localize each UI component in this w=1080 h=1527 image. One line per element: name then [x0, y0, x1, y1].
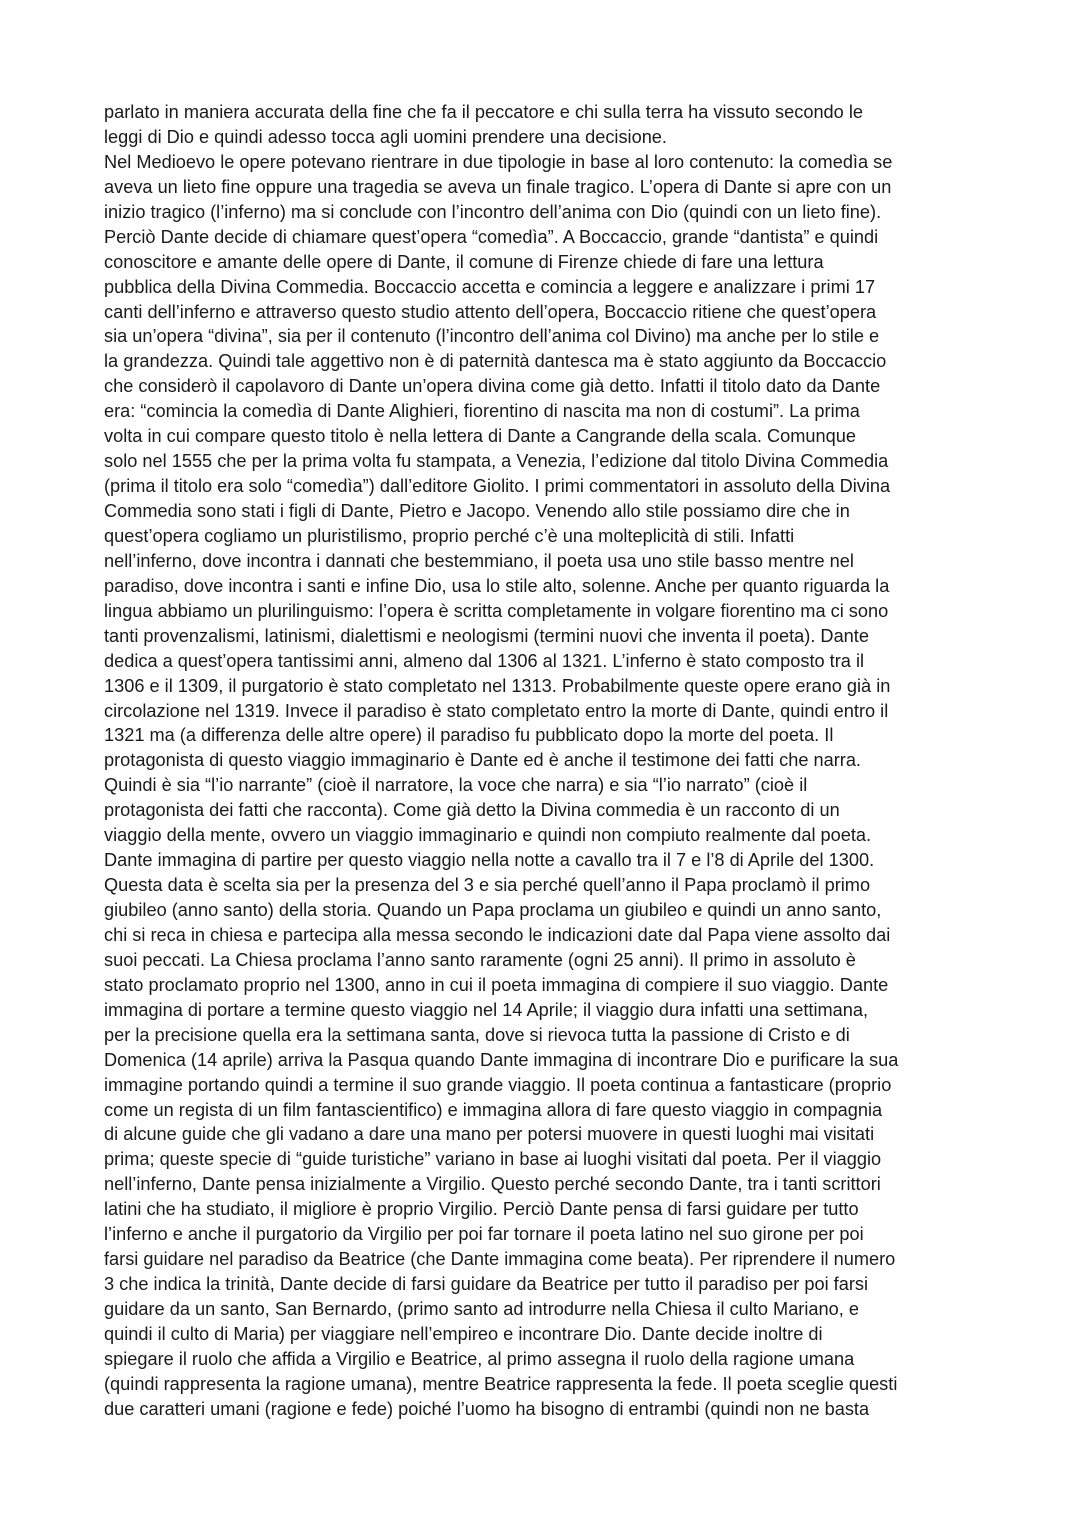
text-line: nell’inferno, dove incontra i dannati che bestemmiano, il poeta usa uno stile basso mentre nel: [104, 549, 854, 571]
text-line: lingua abbiamo un plurilinguismo: l’opera è scritta completamente in volgare fiorentino ma ci sono: [104, 599, 889, 621]
text-line: sia un’opera “divina”, sia per il contenuto (l’incontro dell’anima col Divino) ma anche per lo stile e: [104, 325, 880, 347]
text-line: di alcune guide che gli vadano a dare una mano per potersi muovere in questi luoghi mai visitati: [104, 1123, 875, 1145]
text-line: inizio tragico (l’inferno) ma si conclude con l’incontro dell’anima con Dio (quindi con un lieto fine).: [104, 200, 882, 222]
text-line: paradiso, dove incontra i santi e infine Dio, usa lo stile alto, solenne. Anche per quanto riguarda la: [104, 574, 890, 596]
text-line: protagonista dei fatti che racconta). Come già detto la Divina commedia è un racconto di un: [104, 799, 840, 821]
text-line: come un regista di un film fantascientifico) e immagina allora di fare questo viaggio in compagnia: [104, 1098, 883, 1120]
body-text: [104, 100, 1004, 1422]
text-line: Nel Medioevo le opere potevano rientrare in due tipologie in base al loro contenuto: la comedìa se: [104, 150, 893, 172]
text-line: Quindi è sia “l’io narrante” (cioè il narratore, la voce che narra) e sia “l’io narrato” (cioè il: [104, 774, 808, 796]
text-line: pubblica della Divina Commedia. Boccaccio accetta e comincia a leggere e analizzare i primi 17: [104, 275, 876, 297]
text-line: quindi il culto di Maria) per viaggiare nell’empireo e incontrare Dio. Dante decide inoltre di: [104, 1322, 823, 1344]
text-line: stato proclamato proprio nel 1300, anno in cui il poeta immagina di compiere il suo viaggio. Dante: [104, 973, 889, 995]
text-line: canti dell’inferno e attraverso questo studio attento dell’opera, Boccaccio ritiene che quest’opera: [104, 300, 877, 322]
text-line: viaggio della mente, ovvero un viaggio immaginario e quindi non compiuto realmente dal poeta.: [104, 824, 872, 846]
text-line: quest’opera cogliamo un pluristilismo, proprio perché c’è una molteplicità di stili. Infatti: [104, 524, 795, 546]
text-line: l’inferno e anche il purgatorio da Virgilio per poi far tornare il poeta latino nel suo girone per poi: [104, 1223, 864, 1245]
text-line: circolazione nel 1319. Invece il paradiso è stato completato entro la morte di Dante, quindi entro il: [104, 699, 889, 721]
text-line: (prima il titolo era solo “comedìa”) dall’editore Giolito. I primi commentatori in assoluto della Divina: [104, 475, 891, 497]
text-line: era: “comincia la comedìa di Dante Alighieri, fiorentino di nascita ma non di costumi”. La prima: [104, 400, 860, 422]
text-line: 3 che indica la trinità, Dante decide di farsi guidare da Beatrice per tutto il paradiso per poi farsi: [104, 1273, 869, 1295]
text-line: la grandezza. Quindi tale aggettivo non è di paternità dantesca ma è stato aggiunto da Boccaccio: [104, 350, 887, 372]
text-line: per la precisione quella era la settimana santa, dove si rievoca tutta la passione di Cristo e di: [104, 1023, 850, 1045]
text-line: aveva un lieto fine oppure una tragedia se aveva un finale tragico. L’opera di Dante si apre con un: [104, 175, 892, 197]
text-line: che considerò il capolavoro di Dante un’opera divina come già detto. Infatti il titolo dato da Dante: [104, 375, 881, 397]
text-line: Commedia sono stati i figli di Dante, Pietro e Jacopo. Venendo allo stile possiamo dire che in: [104, 500, 850, 521]
text-line: Perciò Dante decide di chiamare quest’opera “comedìa”. A Boccaccio, grande “dantista” e quindi: [104, 225, 879, 247]
text-line: due caratteri umani (ragione e fede) poiché l’uomo ha bisogno di entrambi (quindi non ne basta: [104, 1397, 870, 1419]
text-line: Dante immagina di partire per questo viaggio nella notte a cavallo tra il 7 e l’8 di Aprile del 1300.: [104, 849, 875, 871]
text-line: prima; queste specie di “guide turistiche” variano in base ai luoghi visitati dal poeta. Per il viaggio: [104, 1148, 882, 1170]
text-line: protagonista di questo viaggio immaginario è Dante ed è anche il testimone dei fatti che narra.: [104, 749, 861, 771]
text-line: giubileo (anno santo) della storia. Quando un Papa proclama un giubileo e quindi un anno santo,: [104, 899, 882, 920]
text-line: solo nel 1555 che per la prima volta fu stampata, a Venezia, l’edizione dal titolo Divina Commedia: [104, 450, 889, 472]
text-line: farsi guidare nel paradiso da Beatrice (che Dante immagina come beata). Per riprendere il numero: [104, 1248, 896, 1270]
text-line: volta in cui compare questo titolo è nella lettera di Dante a Cangrande della scala. Comunque: [104, 425, 856, 447]
text-line: 1321 ma (a differenza delle altre opere) il paradiso fu pubblicato dopo la morte del poeta. Il: [104, 724, 834, 746]
text-line: (quindi rappresenta la ragione umana), mentre Beatrice rappresenta la fede. Il poeta sceglie questi: [104, 1372, 898, 1394]
text-line: suoi peccati. La Chiesa proclama l’anno santo raramente (ogni 25 anni). Il primo in assoluto è: [104, 948, 856, 970]
text-line: latini che ha studiato, il migliore è proprio Virgilio. Perciò Dante pensa di farsi guidare per tutto: [104, 1198, 859, 1220]
text-line: guidare da un santo, San Bernardo, (primo santo ad introdurre nella Chiesa il culto Mariano, e: [104, 1298, 859, 1319]
text-line: tanti provenzalismi, latinismi, dialettismi e neologismi (termini nuovi che inventa il poeta). Dante: [104, 624, 869, 646]
text-line: leggi di Dio e quindi adesso tocca agli uomini prendere una decisione.: [104, 125, 667, 147]
text-line: immagina di portare a termine questo viaggio nel 14 Aprile; il viaggio dura infatti una settimana,: [104, 998, 869, 1020]
text-line: Questa data è scelta sia per la presenza del 3 e sia perché quell’anno il Papa proclamò il primo: [104, 874, 871, 896]
text-line: conoscitore e amante delle opere di Dante, il comune di Firenze chiede di fare una lettura: [104, 250, 824, 272]
text-line: nell’inferno, Dante pensa inizialmente a Virgilio. Questo perché secondo Dante, tra i tanti scrittori: [104, 1173, 881, 1195]
text-line: immagine portando quindi a termine il suo grande viaggio. Il poeta continua a fantasticare (proprio: [104, 1073, 892, 1095]
text-line: parlato in maniera accurata della fine che fa il peccatore e chi sulla terra ha vissuto secondo le: [104, 101, 863, 122]
text-line: chi si reca in chiesa e partecipa alla messa secondo le indicazioni date dal Papa viene assolto dai: [104, 923, 891, 945]
text-line: spiegare il ruolo che affida a Virgilio e Beatrice, al primo assegna il ruolo della ragione umana: [104, 1347, 855, 1369]
text-line: Domenica (14 aprile) arriva la Pasqua quando Dante immagina di incontrare Dio e purificare la sua: [104, 1048, 899, 1070]
text-line: 1306 e il 1309, il purgatorio è stato completato nel 1313. Probabilmente queste opere erano già in: [104, 674, 891, 696]
text-line: dedica a quest’opera tantissimi anni, almeno dal 1306 al 1321. L’inferno è stato composto tra il: [104, 649, 865, 671]
